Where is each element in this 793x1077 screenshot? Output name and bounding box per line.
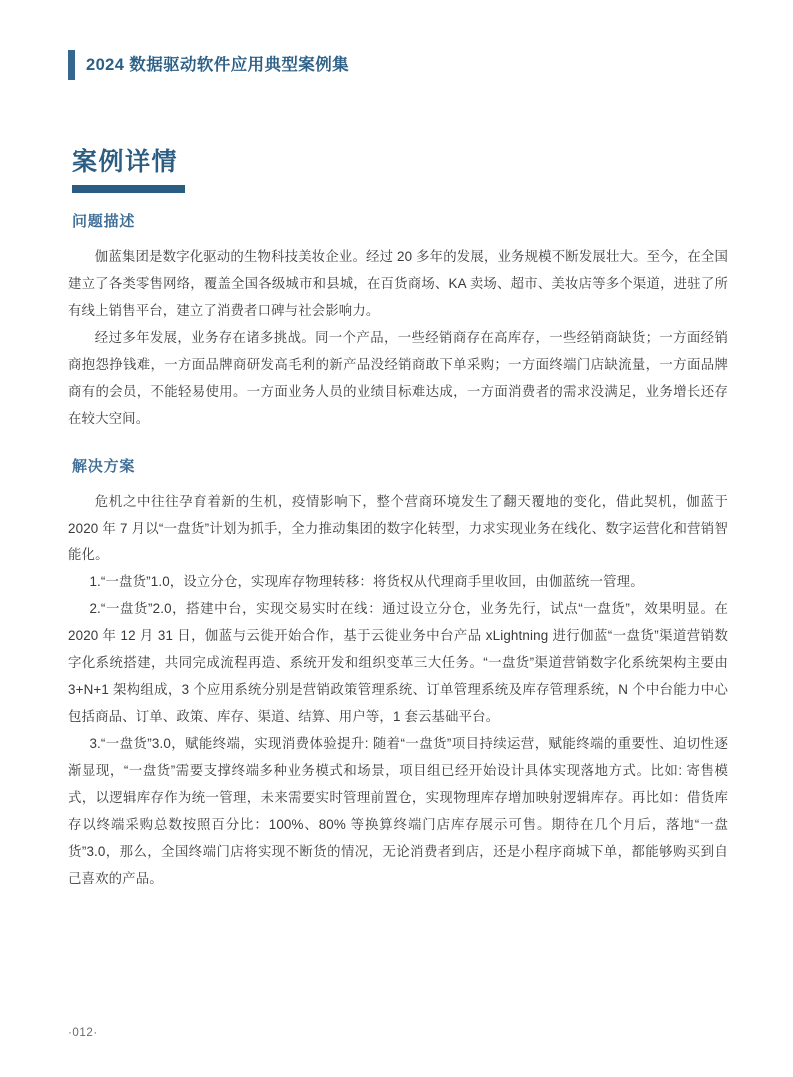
running-header [68, 50, 349, 80]
title-underline-rule [72, 185, 185, 193]
document-content [68, 213, 728, 893]
paragraph: 1.“一盘货”1.0，设立分仓，实现库存物理转移：将货权从代理商手里收回，由伽蓝统一管理。 [89, 574, 644, 590]
paragraph: 3.“一盘货”3.0，赋能终端，实现消费体验提升: 随着“一盘货”项目持续运营，赋能终端的重要性、迫切性逐渐显现，“一盘货”需要支撑终端多种业务模式和场景，项目组已经开始设计具体实现落地方式。比如: 寄售模式，以逻辑库存作为统一管理，未来需要实时管理前置仓，实现物理库存增加映射逻辑库存。再比如：借货库存以终端采购总数按照百分比：100%、80% 等换算终端门店库存展示可售。期待在几个月后，落地“一盘货”3.0，那么，全国终端门店将实现不断货的情况，无论消费者到店，还是小程序商城下单，都能够购买到自己喜欢的产品。 [68, 736, 728, 886]
paragraph: 伽蓝集团是数字化驱动的生物科技美妆企业。经过 20 多年的发展，业务规模不断发展壮大。至今，在全国建立了各类零售网络，覆盖全国各级城市和县城，在百货商场、KA 卖场、超市、美妆店等多个渠道，进驻了所有线上销售平台，建立了消费者口碑与社会影响力。 [68, 249, 728, 318]
page-title: 案例详情 [72, 148, 179, 176]
section-title-block [72, 148, 185, 193]
paragraph: 危机之中往往孕育着新的生机，疫情影响下，整个营商环境发生了翻天覆地的变化，借此契机，伽蓝于 2020 年 7 月以“一盘货”计划为抓手，全力推动集团的数字化转型，力求实现业务在线化、数字运营化和营销智能化。 [68, 493, 728, 563]
vertical-accent-bar-icon [68, 50, 75, 80]
subsection-heading-solution: 解决方案 [72, 457, 136, 475]
running-header-title: 2024 数据驱动软件应用典型案例集 [86, 55, 349, 74]
subsection-heading-problem: 问题描述 [72, 213, 136, 230]
paragraph: 经过多年发展，业务存在诸多挑战。同一个产品，一些经销商存在高库存，一些经销商缺货；一方面经销商抱怨挣钱难，一方面品牌商研发高毛利的新产品没经销商敢下单采购；一方面终端门店缺流量，一方面品牌商有的会员，不能轻易使用。一方面业务人员的业绩目标难达成，一方面消费者的需求没满足，业务增长还存在较大空间。 [68, 329, 728, 426]
page-number: ·012· [68, 1027, 98, 1039]
paragraph: 2.“一盘货”2.0，搭建中台，实现交易实时在线：通过设立分仓，业务先行，试点“一盘货”，效果明显。在 2020 年 12 月 31 日，伽蓝与云徙开始合作，基于云徙业务中台产品 xLightning 进行伽蓝“一盘货”渠道营销数字化系统搭建，共同完成流程再造、系统开发和组织变革三大任务。“一盘货”渠道营销数字化系统架构主要由 3+N+1 架构组成，3 个应用系统分别是营销政策管理系统、订单管理系统及库存管理系统，N 个中台能力中心包括商品、订单、政策、库存、渠道、结算、用户等，1 套云基础平台。 [68, 601, 728, 725]
